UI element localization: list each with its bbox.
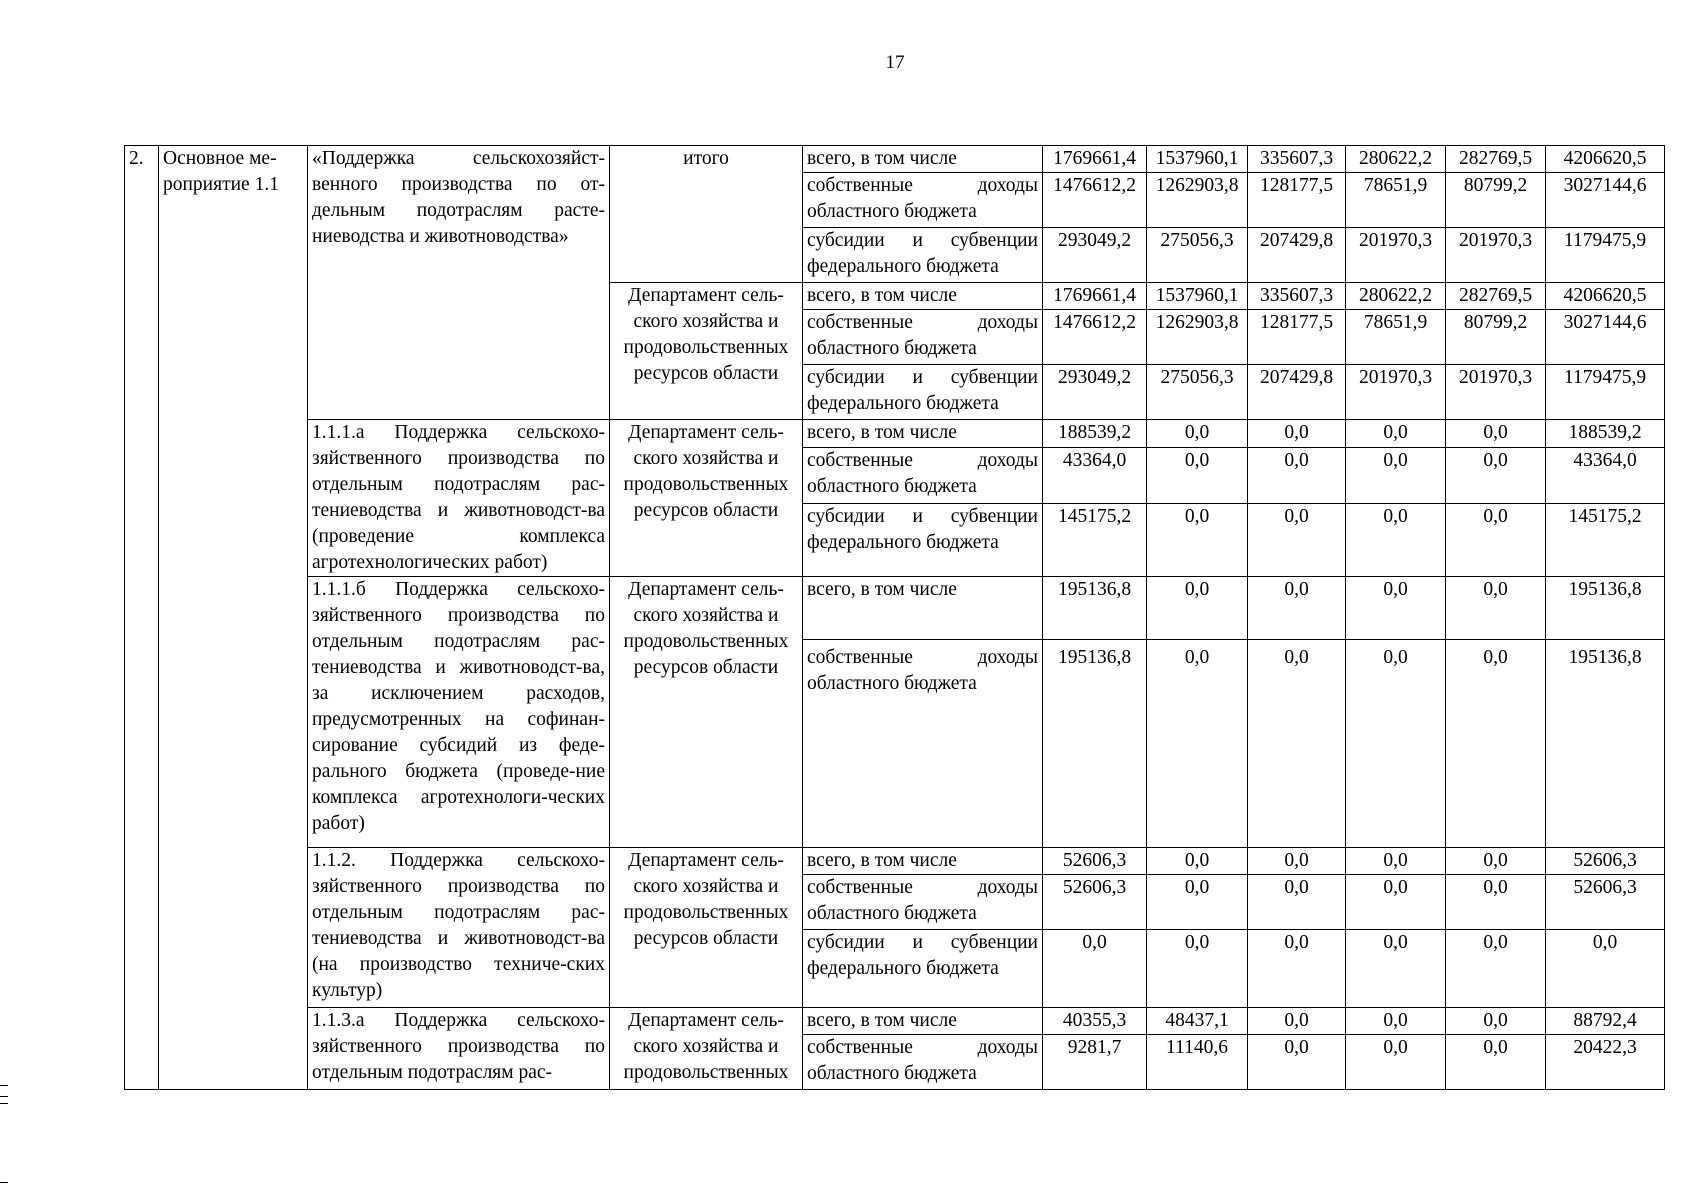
value-cell: 0,0 (1248, 1008, 1346, 1035)
value-cell: 195136,8 (1546, 640, 1665, 848)
value-cell: 275056,3 (1147, 365, 1248, 420)
executor: Департамент сель-ского хозяйства и продовольственных (610, 1008, 803, 1090)
value-cell: 40355,3 (1043, 1008, 1147, 1035)
event-name: 1.1.1.а Поддержка сельскохо-зяйственного производства по отдельным подотраслям рас-тениеводства и животноводст-ва (проведение комплекса агротехнологических работ) (308, 420, 610, 577)
table-row (125, 577, 1665, 640)
value-cell: 0,0 (1346, 503, 1446, 576)
value-cell: 188539,2 (1546, 420, 1665, 448)
value-cell: 201970,3 (1346, 228, 1446, 283)
margin-mark (0, 1096, 8, 1097)
value-cell: 0,0 (1248, 640, 1346, 848)
funding-source-part: доходы (977, 647, 1038, 668)
event-name: 1.1.1.б Поддержка сельскохо-зяйственного производства по отдельным подотраслям рас-тениеводства и животноводст-ва, за исключением расходов, предусмотренных на софинан-сирование субсидий из феде-рального бюджета (проведе-ние комплекса агротехнологи-ческих работ) (308, 577, 610, 848)
table-row (125, 146, 1665, 173)
funding-source (803, 640, 1043, 848)
budget-table (124, 145, 1665, 1090)
value-cell: 145175,2 (1043, 503, 1147, 576)
value-cell: 0,0 (1346, 640, 1446, 848)
value-cell: 1476612,2 (1043, 310, 1147, 365)
funding-source-part: областного бюджета (807, 201, 977, 222)
value-cell: 1179475,9 (1546, 228, 1665, 283)
value-cell: 0,0 (1147, 420, 1248, 448)
value-cell: 20422,3 (1546, 1035, 1665, 1090)
funding-source-part: доходы (977, 175, 1038, 196)
value-cell: 207429,8 (1248, 365, 1346, 420)
value-cell: 0,0 (1248, 420, 1346, 448)
value-cell: 293049,2 (1043, 365, 1147, 420)
funding-source: всего, в том числе (803, 577, 1043, 640)
funding-source (803, 1035, 1043, 1090)
funding-source-part: доходы (977, 1037, 1038, 1058)
executor: итого (610, 146, 803, 283)
value-cell: 1537960,1 (1147, 146, 1248, 173)
value-cell: 293049,2 (1043, 228, 1147, 283)
value-cell: 0,0 (1346, 848, 1446, 875)
value-cell: 52606,3 (1546, 875, 1665, 930)
value-cell: 0,0 (1346, 420, 1446, 448)
value-cell: 335607,3 (1248, 146, 1346, 173)
value-cell: 0,0 (1446, 1008, 1546, 1035)
value-cell: 52606,3 (1043, 848, 1147, 875)
funding-source-part: собственные (807, 877, 913, 898)
funding-source-part: собственные (807, 1037, 913, 1058)
value-cell: 1769661,4 (1043, 283, 1147, 310)
value-cell: 78651,9 (1346, 173, 1446, 228)
funding-source-part: областного бюджета (807, 673, 977, 694)
funding-source: всего, в том числе (803, 1008, 1043, 1035)
value-cell: 11140,6 (1147, 1035, 1248, 1090)
value-cell: 0,0 (1346, 875, 1446, 930)
value-cell: 0,0 (1043, 930, 1147, 1008)
value-cell: 3027144,6 (1546, 173, 1665, 228)
value-cell: 128177,5 (1248, 310, 1346, 365)
funding-source (803, 310, 1043, 365)
value-cell: 48437,1 (1147, 1008, 1248, 1035)
value-cell: 88792,4 (1546, 1008, 1665, 1035)
value-cell: 0,0 (1546, 930, 1665, 1008)
value-cell: 0,0 (1346, 1035, 1446, 1090)
funding-source: субсидии и субвенции федерального бюджета (803, 503, 1043, 576)
value-cell: 0,0 (1346, 447, 1446, 503)
value-cell: 0,0 (1248, 577, 1346, 640)
value-cell: 1262903,8 (1147, 173, 1248, 228)
value-cell: 0,0 (1346, 577, 1446, 640)
value-cell: 4206620,5 (1546, 283, 1665, 310)
value-cell: 4206620,5 (1546, 146, 1665, 173)
funding-source: субсидии и субвенции федерального бюджета (803, 228, 1043, 283)
value-cell: 195136,8 (1043, 640, 1147, 848)
value-cell: 78651,9 (1346, 310, 1446, 365)
value-cell: 201970,3 (1346, 365, 1446, 420)
event-name: 1.1.3.а Поддержка сельскохо-зяйственного производства по отдельным подотраслям рас- (308, 1008, 610, 1090)
value-cell: 275056,3 (1147, 228, 1248, 283)
value-cell: 52606,3 (1043, 875, 1147, 930)
value-cell: 0,0 (1446, 577, 1546, 640)
value-cell: 145175,2 (1546, 503, 1665, 576)
value-cell: 0,0 (1446, 503, 1546, 576)
value-cell: 0,0 (1446, 447, 1546, 503)
table-row (125, 1008, 1665, 1035)
executor: Департамент сель-ского хозяйства и продовольственных ресурсов области (610, 420, 803, 577)
value-cell: 1179475,9 (1546, 365, 1665, 420)
value-cell: 280622,2 (1346, 146, 1446, 173)
value-cell: 1476612,2 (1043, 173, 1147, 228)
value-cell: 0,0 (1248, 447, 1346, 503)
value-cell: 195136,8 (1043, 577, 1147, 640)
funding-source-part: доходы (977, 877, 1038, 898)
value-cell: 0,0 (1147, 503, 1248, 576)
funding-source: всего, в том числе (803, 420, 1043, 448)
funding-source-part: доходы (977, 312, 1038, 333)
value-cell: 0,0 (1248, 930, 1346, 1008)
value-cell: 80799,2 (1446, 173, 1546, 228)
executor: Департамент сель-ского хозяйства и продовольственных ресурсов области (610, 577, 803, 848)
page-number: 17 (885, 52, 905, 73)
value-cell: 0,0 (1446, 930, 1546, 1008)
event-name: «Поддержка сельскохозяйст-венного производства по от-дельным подотраслям расте-ниеводства и животноводства» (308, 146, 610, 420)
funding-source: субсидии и субвенции федерального бюджета (803, 930, 1043, 1008)
value-cell: 282769,5 (1446, 146, 1546, 173)
funding-source-part: доходы (977, 449, 1038, 471)
funding-source (803, 875, 1043, 930)
value-cell: 0,0 (1147, 447, 1248, 503)
funding-source: всего, в том числе (803, 283, 1043, 310)
value-cell: 201970,3 (1446, 228, 1546, 283)
value-cell: 1537960,1 (1147, 283, 1248, 310)
value-cell: 0,0 (1147, 848, 1248, 875)
funding-source: всего, в том числе (803, 848, 1043, 875)
section-item: Основное ме-роприятие 1.1 (159, 146, 308, 1090)
value-cell: 0,0 (1248, 875, 1346, 930)
value-cell: 0,0 (1446, 848, 1546, 875)
value-cell: 0,0 (1248, 503, 1346, 576)
value-cell: 0,0 (1446, 1035, 1546, 1090)
table-row (125, 848, 1665, 875)
value-cell: 43364,0 (1043, 447, 1147, 503)
funding-source (803, 447, 1043, 503)
value-cell: 0,0 (1147, 930, 1248, 1008)
value-cell: 0,0 (1446, 875, 1546, 930)
funding-source (803, 173, 1043, 228)
value-cell: 1769661,4 (1043, 146, 1147, 173)
funding-source-part: собственные (807, 175, 913, 196)
value-cell: 280622,2 (1346, 283, 1446, 310)
value-cell: 1262903,8 (1147, 310, 1248, 365)
value-cell: 52606,3 (1546, 848, 1665, 875)
value-cell: 0,0 (1248, 848, 1346, 875)
value-cell: 0,0 (1446, 420, 1546, 448)
value-cell: 282769,5 (1446, 283, 1546, 310)
event-name: 1.1.2. Поддержка сельскохо-зяйственного производства по отдельным подотраслям рас-тениеводства и животноводст-ва (на производство техниче-ских культур) (308, 848, 610, 1008)
margin-mark (0, 1103, 8, 1104)
funding-source-part: собственные (807, 647, 913, 668)
value-cell: 0,0 (1346, 930, 1446, 1008)
value-cell: 43364,0 (1546, 447, 1665, 503)
executor: Департамент сель-ского хозяйства и продовольственных ресурсов области (610, 848, 803, 1008)
funding-source: всего, в том числе (803, 146, 1043, 173)
funding-source-part: собственные (807, 312, 913, 333)
value-cell: 207429,8 (1248, 228, 1346, 283)
value-cell: 201970,3 (1446, 365, 1546, 420)
margin-mark (0, 1182, 8, 1183)
funding-source: субсидии и субвенции федерального бюджета (803, 365, 1043, 420)
value-cell: 128177,5 (1248, 173, 1346, 228)
executor: Департамент сель-ского хозяйства и продовольственных ресурсов области (610, 283, 803, 420)
value-cell: 0,0 (1446, 640, 1546, 848)
funding-source-part: областного бюджета (807, 475, 977, 497)
funding-source-part: областного бюджета (807, 1063, 977, 1084)
table-row (125, 420, 1665, 448)
funding-source-part: областного бюджета (807, 903, 977, 924)
value-cell: 195136,8 (1546, 577, 1665, 640)
value-cell: 0,0 (1147, 640, 1248, 848)
value-cell: 0,0 (1147, 875, 1248, 930)
value-cell: 0,0 (1147, 577, 1248, 640)
value-cell: 9281,7 (1043, 1035, 1147, 1090)
funding-source-part: областного бюджета (807, 338, 977, 359)
funding-source-part: собственные (807, 449, 913, 471)
value-cell: 335607,3 (1248, 283, 1346, 310)
value-cell: 188539,2 (1043, 420, 1147, 448)
value-cell: 80799,2 (1446, 310, 1546, 365)
value-cell: 3027144,6 (1546, 310, 1665, 365)
value-cell: 0,0 (1346, 1008, 1446, 1035)
margin-mark (0, 1085, 8, 1086)
section-number: 2. (125, 146, 159, 1090)
value-cell: 0,0 (1248, 1035, 1346, 1090)
